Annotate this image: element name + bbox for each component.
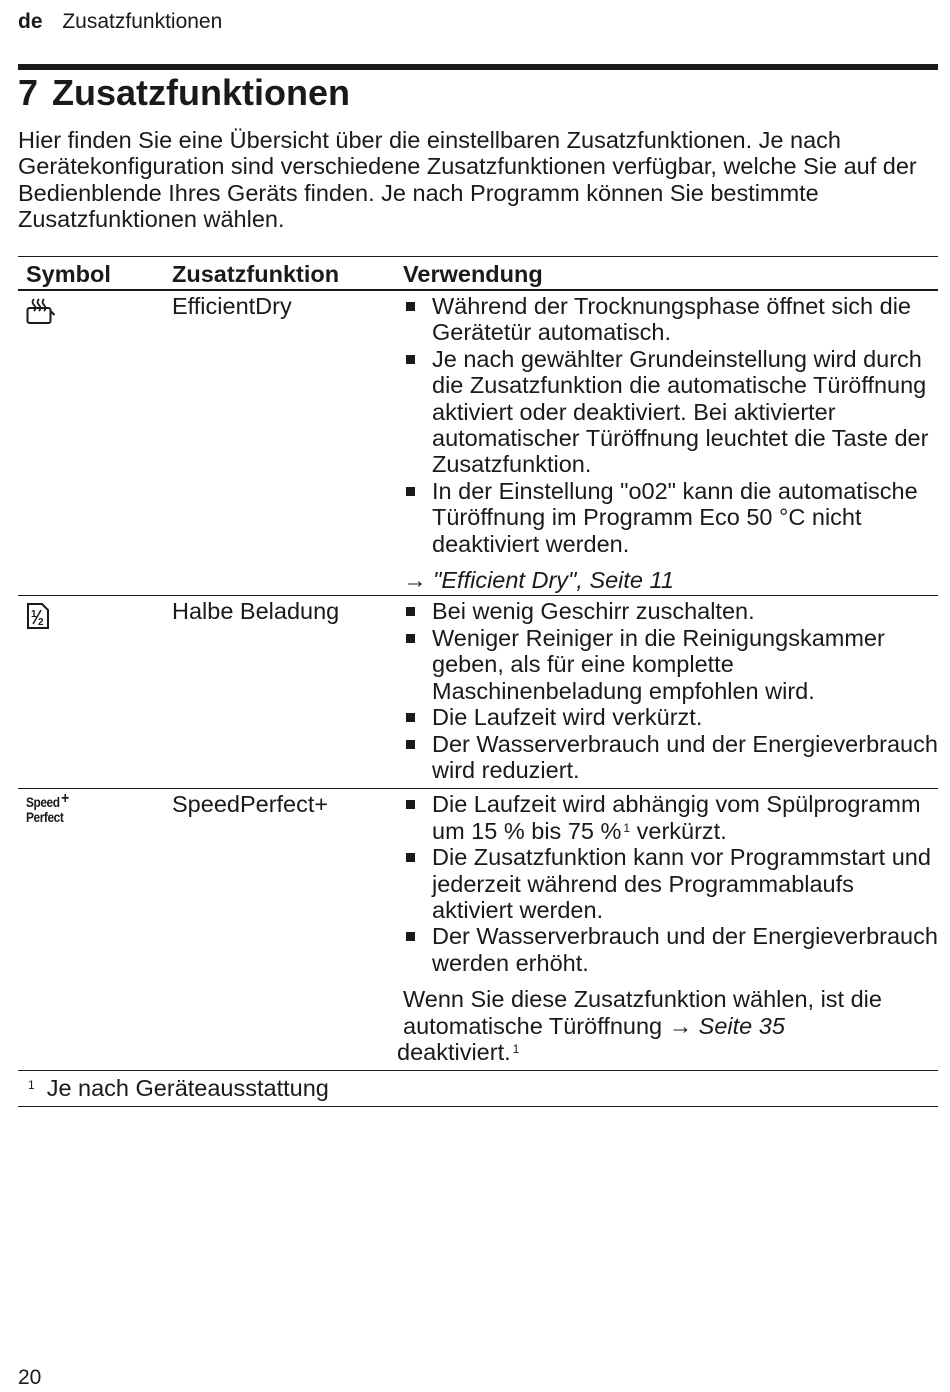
list-item: In der Einstellung "o02" kann die automatische Türöffnung im Programm Eco 50 °C nicht deaktiviert werden. [403,478,938,557]
list-item: Der Wasserverbrauch und der Energieverbrauch wird reduziert. [403,731,938,784]
chapter-heading [18,70,350,116]
intro-paragraph: Hier finden Sie eine Übersicht über die einstellbaren Zusatzfunktionen. Je nach Gerätekonfiguration sind verschiedene Zusatzfunktionen verfügbar, welche Sie auf der Bedienblende Ihres Geräts finden. Je nach Programm können Sie bestimmte Zusatzfunktionen wählen. [18,127,917,233]
footnote-ref: 1 [623,820,631,835]
efficient-dry-icon [26,297,56,330]
function-name: EfficientDry [172,293,292,319]
list-item: Die Laufzeit wird verkürzt. [403,704,938,730]
arrow-icon: → [668,1012,693,1039]
note-paragraph: Wenn Sie diese Zusatzfunktion wählen, ist die automatische Türöffnung → Seite 35 deaktiviert. $^1$ [397,986,882,1065]
list-item: Die Laufzeit wird abhängig vom Spülprogramm um 15 % bis 75 % $^1$ verkürzt. [403,791,938,844]
svg-text:2: 2 [38,617,44,629]
list-item: Weniger Reiniger in die Reinigungskammer geben, als für eine komplette Maschinenbeladung empfohlen wird. [403,625,938,704]
list-item: Während der Trocknungsphase öffnet sich die Gerätetür automatisch. [403,293,938,346]
header-symbol: Symbol [26,260,111,287]
table-header-row [18,256,938,290]
footnote-marker: 1 [28,1078,35,1093]
running-header-title: Zusatzfunktionen [62,10,223,33]
cross-reference[interactable] [403,567,938,593]
usage-list [403,293,938,557]
table-row [18,788,938,1070]
usage-list [403,791,938,976]
list-item: Der Wasserverbrauch und der Energieverbrauch werden erhöht. [403,923,938,976]
half-load-icon [26,602,50,635]
arrow-icon: → [403,567,427,594]
functions-table [18,256,938,1107]
cross-reference-text[interactable]: Seite 35 [698,1012,785,1039]
running-header [18,9,222,35]
svg-text:1: 1 [31,609,37,621]
chapter-title: Zusatzfunktionen [52,72,351,113]
header-usage: Verwendung [403,260,543,287]
speed-perfect-icon: Speed + Perfect [26,790,69,826]
chapter-number: 7 [18,72,39,113]
table-row [18,290,938,595]
header-function: Zusatzfunktion [172,260,340,287]
usage-list [403,598,938,783]
cross-reference-text[interactable]: "Efficient Dry", Seite 11 [433,567,674,594]
language-code: de [18,10,43,33]
list-item: Die Zusatzfunktion kann vor Programmstart und jederzeit während des Programmablaufs aktiviert werden. [403,844,938,923]
table-footnote [18,1070,938,1106]
page-number: 20 [18,1366,42,1389]
list-item: Je nach gewählter Grundeinstellung wird durch die Zusatzfunktion die automatische Türöffnung aktiviert oder deaktiviert. Bei aktivierter automatischer Türöffnung leuchtet die Taste der Zusatzfunktion. [403,346,938,478]
footnote-text: Je nach Geräteausstattung [46,1075,329,1102]
footnote-ref: 1 [512,1041,520,1056]
table-row [18,595,938,788]
list-item: Bei wenig Geschirr zuschalten. [403,598,938,624]
function-name: SpeedPerfect+ [172,791,329,818]
function-name: Halbe Beladung [172,598,340,625]
